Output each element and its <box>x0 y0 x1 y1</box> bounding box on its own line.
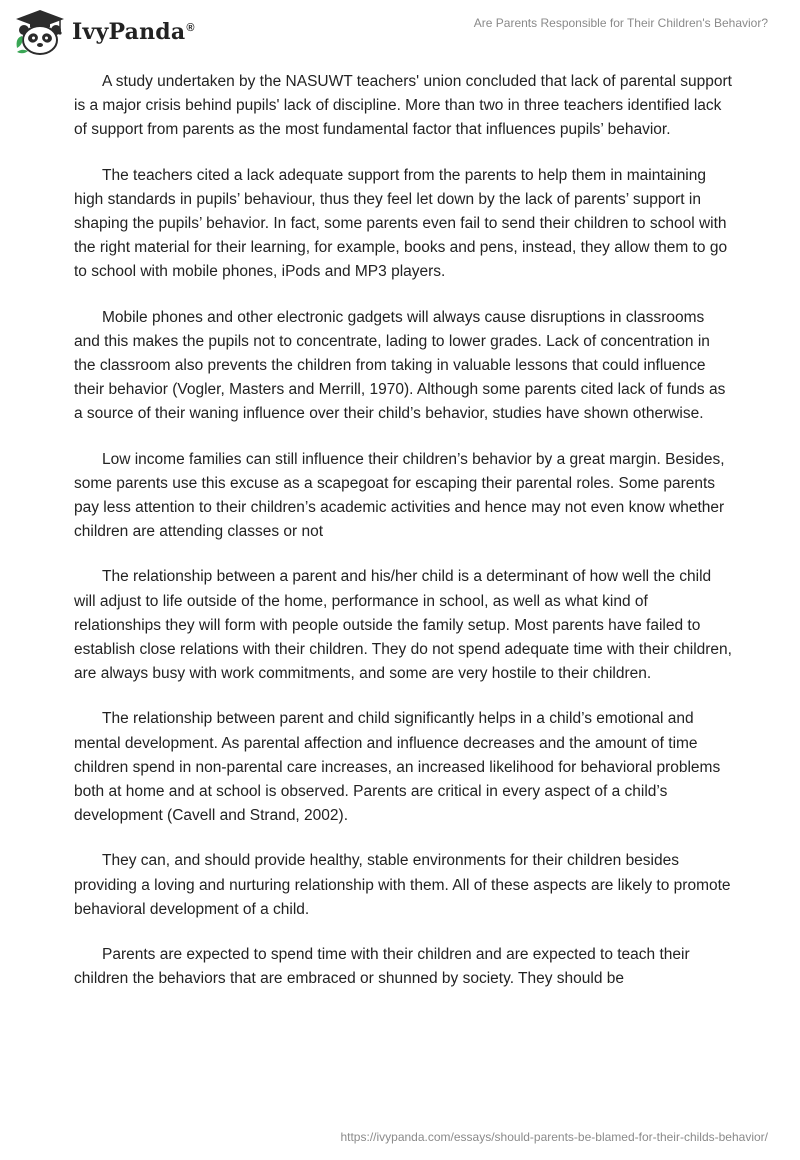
document-title: Are Parents Responsible for Their Children's Behavior? <box>473 16 768 30</box>
paragraph: Mobile phones and other electronic gadgets will always cause disruptions in classrooms and this makes the pupils not to concentrate, lading to lower grades. Lack of concentration in the classroom also prevents the children from taking in valuable lessons that could influence their behavior (Vogler, Masters and Merrill, 1970). Although some parents cited lack of funds as a source of their waning influence over their child’s behavior, studies have shown otherwise. <box>74 308 726 423</box>
page-header <box>0 0 800 62</box>
paragraph: A study undertaken by the NASUWT teachers' union concluded that lack of parental support is a major crisis behind pupils' lack of discipline. More than two in three teachers identified lack of support from parents as the most fundamental factor that influences pupils’ behavior. <box>74 73 732 139</box>
paragraph: The relationship between parent and child significantly helps in a child’s emotional and mental development. As parental affection and influence decreases and the amount of time children spend in non-parental care increases, an increased likelihood for behavioral problems both at home and at school is observed. Parents are critical in every aspect of a child’s development (Cavell and Strand, 2002). <box>74 710 721 825</box>
brand-name: IvyPanda® <box>72 19 195 45</box>
source-url-link[interactable]: https://ivypanda.com/essays/should-parents-be-blamed-for-their-childs-behavior/ <box>340 1130 768 1144</box>
paragraph: They can, and should provide healthy, stable environments for their children besides providing a loving and nurturing relationship with them. All of these aspects are likely to promote behavioral development of a child. <box>74 852 731 918</box>
panda-graduation-cap-icon <box>14 8 66 56</box>
paragraph: Low income families can still influence their children’s behavior by a great margin. Besides, some parents use this excuse as a scapegoat for escaping their parental roles. Some parents pay less attention to their children’s academic activities and hence may not even know whether children are attending classes or not <box>74 450 725 541</box>
paragraph: The relationship between a parent and his/her child is a determinant of how well the child will adjust to life outside of the home, performance in school, as well as what kind of relationships they will form with people outside the family setup. Most parents have failed to establish close relations with their children. They do not spend adequate time with their children, are always busy with work commitments, and some are very hostile to their children. <box>74 568 732 683</box>
essay-body <box>74 70 734 1013</box>
paragraph: The teachers cited a lack adequate support from the parents to help them in maintaining high standards in pupils’ behaviour, thus they feel let down by the lack of parents’ support in shaping the pupils’ behavior. In fact, some parents even fail to send their children to school with the right material for their learning, for example, books and pens, instead, they allow them to go to school with mobile phones, iPods and MP3 players. <box>74 166 728 281</box>
brand-logo[interactable] <box>14 8 195 56</box>
registered-mark: ® <box>186 21 195 34</box>
paragraph: Parents are expected to spend time with their children and are expected to teach their children the behaviors that are embraced or shunned by society. They should be <box>74 946 690 988</box>
